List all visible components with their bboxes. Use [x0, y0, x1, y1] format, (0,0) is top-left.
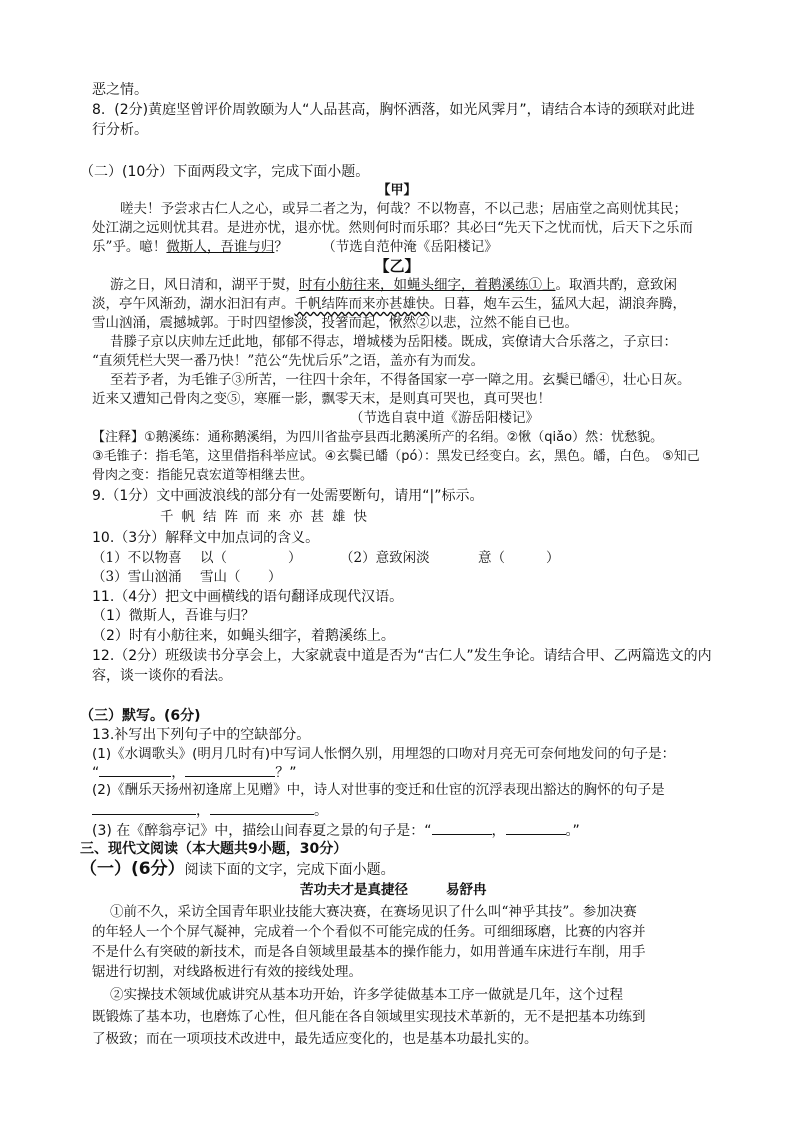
section-2-header: （二）(10分）下面两段文字，完成下面小题。 [80, 164, 370, 180]
p1-line-4: 锯进行切割，对线路板进行有效的接线处理。 [92, 964, 362, 980]
q10-item-2: （2）意致闲淡 [340, 550, 430, 566]
q8-line-2: 行分析。 [92, 122, 148, 138]
p1-line-1: ①前不久，采访全国青年职业技能大赛决赛，在赛场见识了什么叫“神乎其技”。参加决赛 [110, 904, 637, 920]
sub-section-1-instruction: 阅读下面的文字，完成下面小题。 [184, 862, 395, 878]
q8-line-1: 8. (2分)黄庭坚曾评价周敦颐为人“人品甚高，胸怀洒落，如光风霁月”，请结合本诗的颈联对此进 [92, 102, 695, 118]
underlined-sentence-1: 微斯人，吾谁与归 [166, 239, 275, 255]
q13-item-2: (2)《酬乐天扬州初逢席上见赠》中，诗人对世事的变迁和仕宦的沉浮表现出豁达的胸怀的句子是 [92, 782, 665, 798]
yi-line-1-a: 游之日，风日清和，湖平于熨， [110, 277, 299, 293]
q13-blank-2[interactable] [185, 762, 275, 777]
q13-3-comma: ， [491, 823, 506, 839]
q10-item-1: （1）不以物喜 [92, 550, 182, 566]
q13-blank-4[interactable] [210, 800, 314, 815]
part-3-header: 三、现代文阅读（本大题共9小题，30分） [80, 841, 348, 857]
q13-blank-3[interactable] [92, 800, 196, 815]
sub-section-1-label: （一）(6分） [80, 859, 185, 879]
q10-item-3: （3）雪山汹涌 [92, 569, 182, 585]
q13-2-comma: ， [196, 803, 210, 819]
jia-line-3-a: 乐”乎。噫！ [92, 239, 167, 255]
p1-line-2: 的年轻人一个个屏气凝神，完成着一个个看似不可能完成的任务。可细细琢磨，比赛的内容并 [92, 924, 646, 940]
notes-line-3: 骨肉之变：指能兄袁宏道等相继去世。 [92, 468, 314, 483]
question-12-line-2: 容，谈一谈你的看法。 [92, 668, 232, 684]
question-10: 10.（3分）解释文中加点词的含义。 [92, 530, 320, 546]
underlined-sentence-2-end: ①上 [528, 277, 556, 293]
q11-item-2: （2）时有小舫往来，如蝇头细字，着鹅溪练上。 [92, 628, 395, 644]
jia-line-3 [92, 237, 498, 257]
q10-item-3-answer-open: 雪山（ [200, 569, 241, 585]
yi-line-2-c: 。日暮，炮车云生，猛风大起，湖浪奔腾， [429, 296, 686, 312]
q10-item-1-answer-open: 以（ [200, 550, 227, 566]
yi-source: （节选自袁中道《游岳阳楼记》 [350, 410, 539, 426]
q13-1-comma: ， [171, 765, 186, 781]
q13-item-3 [92, 820, 580, 841]
yi-line-1-d: 。取酒共酌，意致闲 [555, 277, 677, 293]
p1-line-3: 不是什么有突破的新技术，而是各自领域里最基本的操作能力，如用普通车床进行车削，用手 [92, 944, 646, 960]
p2-line-2: 既锻炼了基本功，也磨炼了心性，但凡能在各自领域里实现技术革新的，无不是把基本功练到 [92, 1009, 646, 1025]
notes-line-2: ③毛锥子：指毛笔，这里借指科举应试。④玄鬓已皤（pó）：黑发已经变白。玄，黑色。皤，白色。 ⑤知己 [92, 449, 700, 464]
q9-phrase: 千帆结阵而来亦甚雄快 [160, 509, 375, 525]
q13-item-1: (1)《水调歌头》(明月几时有)中写词人怅惘久别，用埋怨的口吻对月亮无可奈何地发问的句子是： [92, 746, 676, 762]
jia-line-1: 嗟夫！予尝求古仁人之心，或异二者之为，何哉？不以物喜，不以己悲；居庙堂之高则忧其民； [120, 201, 687, 217]
q10-item-2-answer-open: 意（ [478, 550, 505, 566]
q13-blank-5[interactable] [432, 820, 492, 835]
q13-1-close: ？” [275, 765, 297, 781]
q13-3-prompt: (3) 在《醉翁亭记》中，描绘山间春夏之景的句子是：“ [92, 823, 432, 839]
jia-line-2: 处江湖之远则忧其君。是进亦忧，退亦忧。然则何时而乐耶？其必曰“先天下之忧而忧，后天下之乐而 [92, 220, 693, 236]
yi-line-1 [110, 275, 677, 295]
q13-1-open-quote: “ [92, 765, 100, 781]
passage-yi-title: 【乙】 [374, 257, 420, 275]
yi-line-2 [92, 294, 686, 314]
notes-line-1: 【注释】①鹅溪练：通称鹅溪绢，为四川省盐亭县西北鹅溪所产的名绢。②愀（qiǎo）然：忧愁貌。 [92, 430, 664, 445]
q7-tail: 恶之情。 [92, 82, 148, 98]
wavy-underlined-phrase: 千帆结阵而来亦甚雄快 [294, 296, 430, 312]
p2-line-1: ②实操技术领域优戚讲究从基本功开始，许多学徒做基本工序一做就是几年，这个过程 [110, 987, 623, 1003]
yi-line-4: 昔滕子京以庆帅左迁此地，郁郁不得志，增城楼为岳阳楼。既成，宾僚请大合乐落之，子京曰： [110, 334, 677, 350]
yi-line-2-a: 淡，亭午风渐劲，湖水汩汩有声。 [92, 296, 295, 312]
q13-2-end: 。 [314, 803, 328, 819]
yi-line-6: 至若予者，为毛锥子③所苦，一往四十余年，不得备国家一亭一障之用。玄鬓已皤④，壮心日灰。 [110, 372, 691, 388]
q13-item-2-blanks [92, 800, 328, 821]
jia-line-3-c: ？ （节选自范仲淹《岳阳楼记》 [274, 239, 498, 255]
question-13: 13.补写出下列句子中的空缺部分。 [92, 727, 311, 743]
passage-jia-title: 【甲】 [377, 183, 417, 198]
part-3-sub-header [80, 859, 395, 880]
p2-line-3: 了极致；而在一项项技术改进中，最先适应变化的，也是基本功最扎实的。 [92, 1031, 538, 1047]
q10-item-2-answer-close: ） [546, 550, 560, 566]
underlined-sentence-2: 时有小舫往来，如蝇头细字，着鹅溪练 [299, 277, 529, 293]
question-9: 9.（1分）文中画波浪线的部分有一处需要断句，请用“|”标示。 [92, 488, 484, 504]
q13-3-end: 。” [565, 823, 580, 839]
q11-item-1: （1）微斯人，吾谁与归？ [92, 608, 255, 624]
question-12-line-1: 12.（2分）班级读书分享会上，大家就袁中道是否为“古仁人”发生争论。请结合甲、乙两篇选文的内 [92, 648, 712, 664]
q10-item-1-answer-close: ） [288, 550, 302, 566]
article-title: 苦功夫才是真捷径 [300, 882, 408, 898]
q13-blank-1[interactable] [99, 762, 171, 777]
q10-item-3-answer-close: ） [268, 569, 282, 585]
question-11: 11.（4分）把文中画横线的语句翻译成现代汉语。 [92, 589, 404, 605]
yi-line-5: “直须凭栏大哭一番乃快！”范公“先忧后乐”之语，盖亦有为而发。 [92, 353, 485, 369]
q13-blank-6[interactable] [506, 820, 566, 835]
section-3-header: （三）默写。(6分) [80, 708, 201, 724]
yi-line-7: 近来又遭知己骨肉之变⑤，寒雁一影，飘零天末，是则真可哭也，真可哭也！ [92, 391, 551, 407]
yi-line-3: 雪山汹涌，震撼城郭。于时四望惨淡，投箸而起，愀然②以悲，泣然不能自已也。 [92, 315, 578, 331]
article-author: 易舒冉 [446, 882, 487, 898]
